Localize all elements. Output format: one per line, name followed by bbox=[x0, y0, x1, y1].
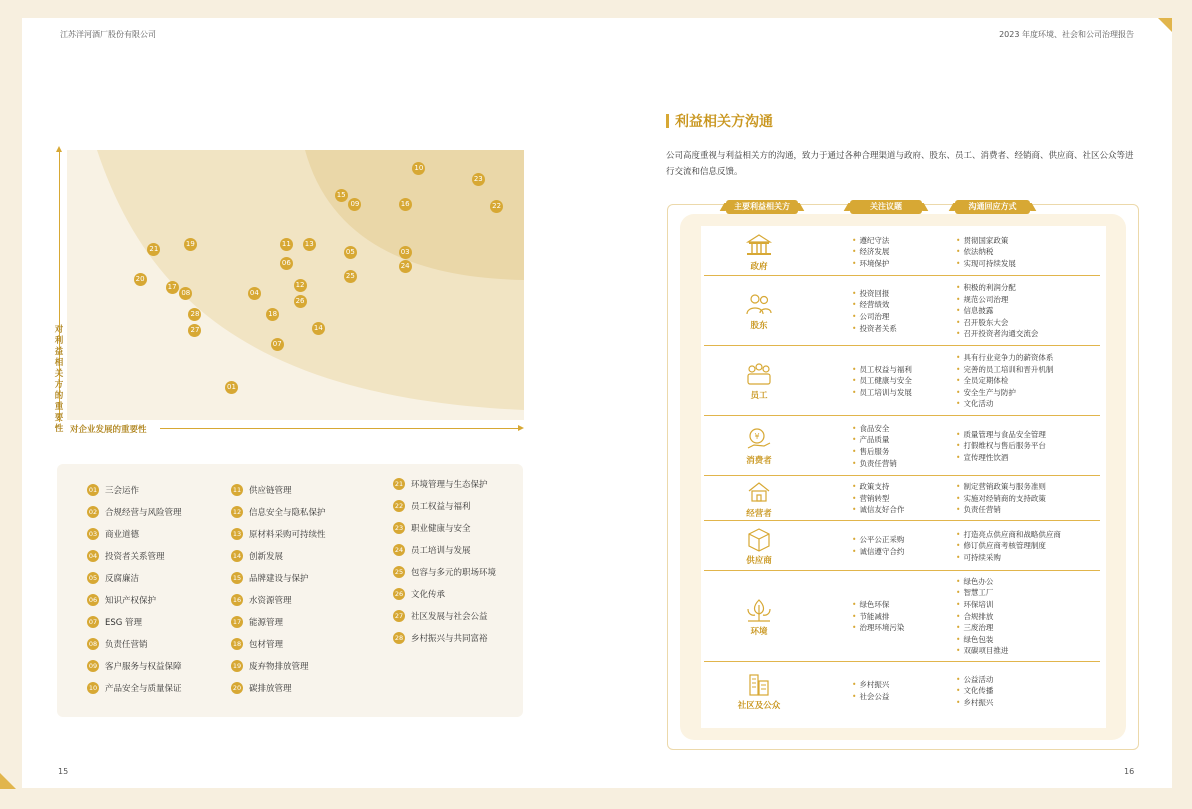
legend-item bbox=[393, 610, 488, 622]
matrix-point-03: 03 bbox=[399, 246, 412, 259]
legend-number: 09 bbox=[88, 662, 98, 670]
method-item: • 三废治理 bbox=[956, 622, 1008, 634]
topic-item: • 诚信遵守合约 bbox=[852, 546, 904, 558]
methods-list bbox=[956, 282, 1038, 340]
topic-item: • 投资回报 bbox=[852, 288, 897, 300]
legend-number: 28 bbox=[394, 634, 404, 642]
legend-label: 合规经营与风险管理 bbox=[105, 508, 182, 518]
stakeholder-row bbox=[704, 662, 1100, 720]
legend-label: 水资源管理 bbox=[249, 596, 292, 606]
matrix-point-17: 17 bbox=[166, 281, 179, 294]
legend-item bbox=[87, 550, 165, 562]
topic-item: • 员工健康与安全 bbox=[852, 375, 912, 387]
legend-number: 06 bbox=[88, 596, 98, 604]
stakeholder-name: 经营者 bbox=[746, 508, 772, 519]
method-item: • 实施对经销商的支持政策 bbox=[956, 493, 1046, 505]
topic-item: • 负责任营销 bbox=[852, 458, 897, 470]
legend-item bbox=[393, 478, 488, 490]
legend-item bbox=[231, 528, 326, 540]
legend-number: 23 bbox=[394, 524, 404, 532]
method-item: • 召开股东大会 bbox=[956, 317, 1038, 329]
method-item: • 打造亮点供应商和战略供应商 bbox=[956, 529, 1061, 541]
topics-list bbox=[852, 364, 912, 399]
method-item: • 全员定期体检 bbox=[956, 375, 1053, 387]
legend-item bbox=[231, 572, 309, 584]
legend-item bbox=[231, 660, 309, 672]
topics-list bbox=[852, 288, 897, 334]
legend-item bbox=[393, 566, 496, 578]
stakeholder-cell bbox=[704, 426, 814, 466]
matrix-point-09: 09 bbox=[348, 198, 361, 211]
method-item: • 贯彻国家政策 bbox=[956, 235, 1016, 247]
shareholders-icon bbox=[744, 291, 774, 317]
legend-label: 供应链管理 bbox=[249, 486, 292, 496]
stakeholder-cell bbox=[704, 671, 814, 711]
methods-list bbox=[956, 576, 1008, 657]
topic-item: • 政策支持 bbox=[852, 481, 904, 493]
matrix-point-26: 26 bbox=[294, 295, 307, 308]
topic-item: • 经营绩效 bbox=[852, 299, 897, 311]
legend-item bbox=[87, 572, 139, 584]
method-item: • 规范公司治理 bbox=[956, 294, 1038, 306]
x-axis-label: 对企业发展的重要性 bbox=[70, 425, 147, 435]
methods-list bbox=[956, 529, 1061, 564]
stakeholder-row bbox=[704, 276, 1100, 346]
svg-text:¥: ¥ bbox=[754, 432, 760, 441]
y-axis-arrow bbox=[56, 146, 62, 152]
legend-label: 三会运作 bbox=[105, 486, 140, 496]
topics-list bbox=[852, 481, 904, 516]
topic-legend bbox=[57, 464, 523, 717]
method-item: • 负责任营销 bbox=[956, 504, 1046, 516]
legend-item bbox=[231, 616, 283, 628]
materiality-matrix bbox=[67, 150, 524, 420]
legend-number: 19 bbox=[232, 662, 242, 670]
matrix-point-28: 28 bbox=[188, 308, 201, 321]
topic-item: • 产品质量 bbox=[852, 434, 897, 446]
legend-number: 21 bbox=[394, 480, 404, 488]
method-item: • 修订供应商考核管理制度 bbox=[956, 540, 1061, 552]
legend-label: 产品安全与质量保证 bbox=[105, 684, 182, 694]
section-title-bar bbox=[666, 114, 669, 128]
stakeholder-cell bbox=[704, 291, 814, 331]
legend-label: 负责任营销 bbox=[105, 640, 148, 650]
methods-list bbox=[956, 352, 1053, 410]
legend-number: 08 bbox=[88, 640, 98, 648]
method-item: • 双碳项目推进 bbox=[956, 645, 1008, 657]
topic-item: • 食品安全 bbox=[852, 423, 897, 435]
legend-label: 包容与多元的职场环境 bbox=[411, 568, 497, 578]
topics-list bbox=[852, 423, 897, 469]
header-topics: 关注议题 bbox=[850, 200, 922, 214]
section-title: 利益相关方沟通 bbox=[675, 114, 773, 130]
consumer-icon bbox=[744, 426, 774, 452]
corner-decoration-bottom-left bbox=[0, 773, 16, 789]
legend-label: 包材管理 bbox=[249, 640, 284, 650]
matrix-point-18: 18 bbox=[266, 308, 279, 321]
legend-label: 社区发展与社会公益 bbox=[411, 612, 488, 622]
stakeholder-name: 股东 bbox=[750, 321, 768, 331]
page-number-left: 15 bbox=[58, 767, 69, 776]
header-stakeholder: 主要利益相关方 bbox=[726, 200, 798, 214]
method-item: • 乡村振兴 bbox=[956, 697, 993, 709]
method-item: • 文化活动 bbox=[956, 398, 1053, 410]
matrix-point-05: 05 bbox=[344, 246, 357, 259]
topic-item: • 投资者关系 bbox=[852, 323, 897, 335]
stakeholder-row bbox=[704, 346, 1100, 416]
topic-item: • 社会公益 bbox=[852, 691, 889, 703]
matrix-point-21: 21 bbox=[147, 243, 160, 256]
government-icon bbox=[744, 232, 774, 258]
stakeholder-name: 环境 bbox=[750, 626, 768, 637]
topic-item: • 治理环境污染 bbox=[852, 622, 904, 634]
method-item: • 合规排放 bbox=[956, 611, 1008, 623]
legend-item bbox=[231, 550, 283, 562]
topics-list bbox=[852, 534, 904, 557]
legend-number: 15 bbox=[232, 574, 242, 582]
method-item: • 完善的员工培训和晋升机制 bbox=[956, 364, 1053, 376]
legend-label: 员工培训与发展 bbox=[411, 546, 471, 556]
method-item: • 绿色包装 bbox=[956, 634, 1008, 646]
community-icon bbox=[744, 671, 774, 697]
matrix-point-15: 15 bbox=[335, 189, 348, 202]
method-item: • 打假维权与售后服务平台 bbox=[956, 440, 1046, 452]
method-item: • 积极的利润分配 bbox=[956, 282, 1038, 294]
legend-number: 20 bbox=[232, 684, 242, 692]
method-item: • 制定营销政策与服务准则 bbox=[956, 481, 1046, 493]
legend-number: 16 bbox=[232, 596, 242, 604]
topic-item: • 营销转型 bbox=[852, 493, 904, 505]
legend-number: 10 bbox=[88, 684, 98, 692]
stakeholder-cell bbox=[704, 479, 814, 519]
matrix-point-16: 16 bbox=[399, 198, 412, 211]
legend-label: 原材料采购可持续性 bbox=[249, 530, 326, 540]
legend-label: 客户服务与权益保障 bbox=[105, 662, 182, 672]
matrix-point-19: 19 bbox=[184, 238, 197, 251]
topic-item: • 环境保护 bbox=[852, 258, 889, 270]
stakeholder-name: 消费者 bbox=[746, 456, 772, 466]
legend-item bbox=[393, 588, 445, 600]
legend-number: 11 bbox=[232, 486, 242, 494]
legend-number: 01 bbox=[88, 486, 98, 494]
topic-item: • 绿色环保 bbox=[852, 599, 904, 611]
method-item: • 环保培训 bbox=[956, 599, 1008, 611]
legend-number: 17 bbox=[232, 618, 242, 626]
matrix-point-01: 01 bbox=[225, 381, 238, 394]
legend-item bbox=[87, 506, 182, 518]
legend-number: 03 bbox=[88, 530, 98, 538]
matrix-point-24: 24 bbox=[399, 260, 412, 273]
legend-label: 能源管理 bbox=[249, 618, 284, 628]
legend-item bbox=[231, 506, 326, 518]
legend-number: 25 bbox=[394, 568, 404, 576]
stakeholder-name: 政府 bbox=[750, 262, 768, 272]
legend-number: 05 bbox=[88, 574, 98, 582]
topics-list bbox=[852, 679, 889, 702]
stakeholder-row bbox=[704, 571, 1100, 662]
topic-item: • 公平公正采购 bbox=[852, 534, 904, 546]
legend-number: 27 bbox=[394, 612, 404, 620]
legend-label: 品牌建设与保护 bbox=[249, 574, 309, 584]
legend-item bbox=[231, 682, 292, 694]
supplier-icon bbox=[744, 526, 774, 552]
matrix-point-25: 25 bbox=[344, 270, 357, 283]
legend-label: 乡村振兴与共同富裕 bbox=[411, 634, 488, 644]
method-item: • 依法纳税 bbox=[956, 246, 1016, 258]
legend-number: 12 bbox=[232, 508, 242, 516]
legend-item bbox=[87, 594, 156, 606]
legend-item bbox=[231, 594, 292, 606]
header-methods: 沟通回应方式 bbox=[955, 200, 1030, 214]
stakeholder-cell bbox=[704, 597, 814, 637]
methods-list bbox=[956, 674, 993, 709]
matrix-point-11: 11 bbox=[280, 238, 293, 251]
stakeholder-cell bbox=[704, 232, 814, 272]
legend-item bbox=[393, 544, 471, 556]
legend-item bbox=[231, 638, 283, 650]
legend-label: 废弃物排放管理 bbox=[249, 662, 309, 672]
matrix-point-13: 13 bbox=[303, 238, 316, 251]
legend-item bbox=[87, 528, 139, 540]
x-axis-line bbox=[160, 428, 520, 429]
matrix-point-12: 12 bbox=[294, 279, 307, 292]
legend-label: 反腐廉洁 bbox=[105, 574, 140, 584]
legend-item bbox=[393, 522, 471, 534]
matrix-point-06: 06 bbox=[280, 257, 293, 270]
method-item: • 文化传播 bbox=[956, 685, 993, 697]
legend-number: 22 bbox=[394, 502, 404, 510]
legend-item bbox=[393, 500, 471, 512]
topics-list bbox=[852, 599, 904, 634]
matrix-point-14: 14 bbox=[312, 322, 325, 335]
topic-item: • 员工培训与发展 bbox=[852, 387, 912, 399]
stakeholder-cell bbox=[704, 526, 814, 566]
legend-label: 投资者关系管理 bbox=[105, 552, 165, 562]
matrix-point-27: 27 bbox=[188, 324, 201, 337]
matrix-point-10: 10 bbox=[412, 162, 425, 175]
method-item: • 宣传理性饮酒 bbox=[956, 452, 1046, 464]
page-number-right: 16 bbox=[1124, 767, 1135, 776]
legend-label: 碳排放管理 bbox=[249, 684, 292, 694]
legend-label: 创新发展 bbox=[249, 552, 284, 562]
method-item: • 公益活动 bbox=[956, 674, 993, 686]
stakeholder-row bbox=[704, 416, 1100, 476]
topic-item: • 售后服务 bbox=[852, 446, 897, 458]
matrix-point-22: 22 bbox=[490, 200, 503, 213]
legend-label: 商业道德 bbox=[105, 530, 140, 540]
stakeholder-name: 员工 bbox=[750, 391, 768, 401]
legend-number: 02 bbox=[88, 508, 98, 516]
matrix-point-08: 08 bbox=[179, 287, 192, 300]
legend-number: 04 bbox=[88, 552, 98, 560]
matrix-point-20: 20 bbox=[134, 273, 147, 286]
y-axis-label: 对利益相关方的重要性 bbox=[54, 325, 64, 434]
legend-label: 环境管理与生态保护 bbox=[411, 480, 488, 490]
topic-item: • 乡村振兴 bbox=[852, 679, 889, 691]
method-item: • 可持续采购 bbox=[956, 552, 1061, 564]
legend-item bbox=[87, 660, 182, 672]
legend-label: 员工权益与福利 bbox=[411, 502, 471, 512]
report-title: 2023 年度环境、社会和公司治理报告 bbox=[999, 30, 1134, 39]
legend-item bbox=[87, 638, 148, 650]
corner-decoration-top-right bbox=[1158, 18, 1172, 32]
matrix-point-07: 07 bbox=[271, 338, 284, 351]
topic-item: • 诚信友好合作 bbox=[852, 504, 904, 516]
legend-label: 信息安全与隐私保护 bbox=[249, 508, 326, 518]
stakeholder-cell bbox=[704, 361, 814, 401]
legend-label: 文化传承 bbox=[411, 590, 446, 600]
topic-item: • 员工权益与福利 bbox=[852, 364, 912, 376]
topic-item: • 遵纪守法 bbox=[852, 235, 889, 247]
matrix-point-04: 04 bbox=[248, 287, 261, 300]
stakeholder-name: 社区及公众 bbox=[737, 701, 781, 711]
method-item: • 信息披露 bbox=[956, 305, 1038, 317]
topic-item: • 公司治理 bbox=[852, 311, 897, 323]
section-intro: 公司高度重视与利益相关方的沟通，致力于通过各种合理渠道与政府、股东、员工、消费者、经销商、供应商、社区公众等进行交流和信息反馈。 bbox=[666, 151, 1134, 177]
legend-number: 18 bbox=[232, 640, 242, 648]
legend-label: 职业健康与安全 bbox=[411, 524, 471, 534]
methods-list bbox=[956, 235, 1016, 270]
method-item: • 安全生产与防护 bbox=[956, 387, 1053, 399]
methods-list bbox=[956, 481, 1046, 516]
stakeholder-name: 供应商 bbox=[746, 556, 772, 566]
legend-item bbox=[393, 632, 488, 644]
stakeholder-row bbox=[704, 476, 1100, 521]
topics-list bbox=[852, 235, 889, 270]
method-item: • 绿色办公 bbox=[956, 576, 1008, 588]
dealer-icon bbox=[744, 479, 774, 505]
legend-item bbox=[87, 682, 182, 694]
company-name: 江苏洋河酒厂股份有限公司 bbox=[60, 30, 156, 39]
legend-item bbox=[87, 484, 139, 496]
legend-label: 知识产权保护 bbox=[105, 596, 157, 606]
method-item: • 实现可持续发展 bbox=[956, 258, 1016, 270]
legend-label: ESG 管理 bbox=[105, 618, 143, 628]
method-item: • 召开投资者沟通交流会 bbox=[956, 328, 1038, 340]
methods-list bbox=[956, 429, 1046, 464]
stakeholder-row bbox=[704, 521, 1100, 571]
stakeholder-row bbox=[704, 228, 1100, 276]
topic-item: • 节能减排 bbox=[852, 611, 904, 623]
legend-number: 14 bbox=[232, 552, 242, 560]
topic-item: • 经济发展 bbox=[852, 246, 889, 258]
legend-number: 13 bbox=[232, 530, 242, 538]
legend-number: 26 bbox=[394, 590, 404, 598]
legend-item bbox=[231, 484, 292, 496]
employees-icon bbox=[744, 361, 774, 387]
x-axis-arrow bbox=[518, 425, 524, 431]
environment-icon bbox=[744, 597, 774, 623]
method-item: • 智慧工厂 bbox=[956, 587, 1008, 599]
legend-number: 07 bbox=[88, 618, 98, 626]
legend-number: 24 bbox=[394, 546, 404, 554]
method-item: • 质量管理与食品安全管理 bbox=[956, 429, 1046, 441]
matrix-point-23: 23 bbox=[472, 173, 485, 186]
legend-item bbox=[87, 616, 142, 628]
method-item: • 具有行业竞争力的薪资体系 bbox=[956, 352, 1053, 364]
